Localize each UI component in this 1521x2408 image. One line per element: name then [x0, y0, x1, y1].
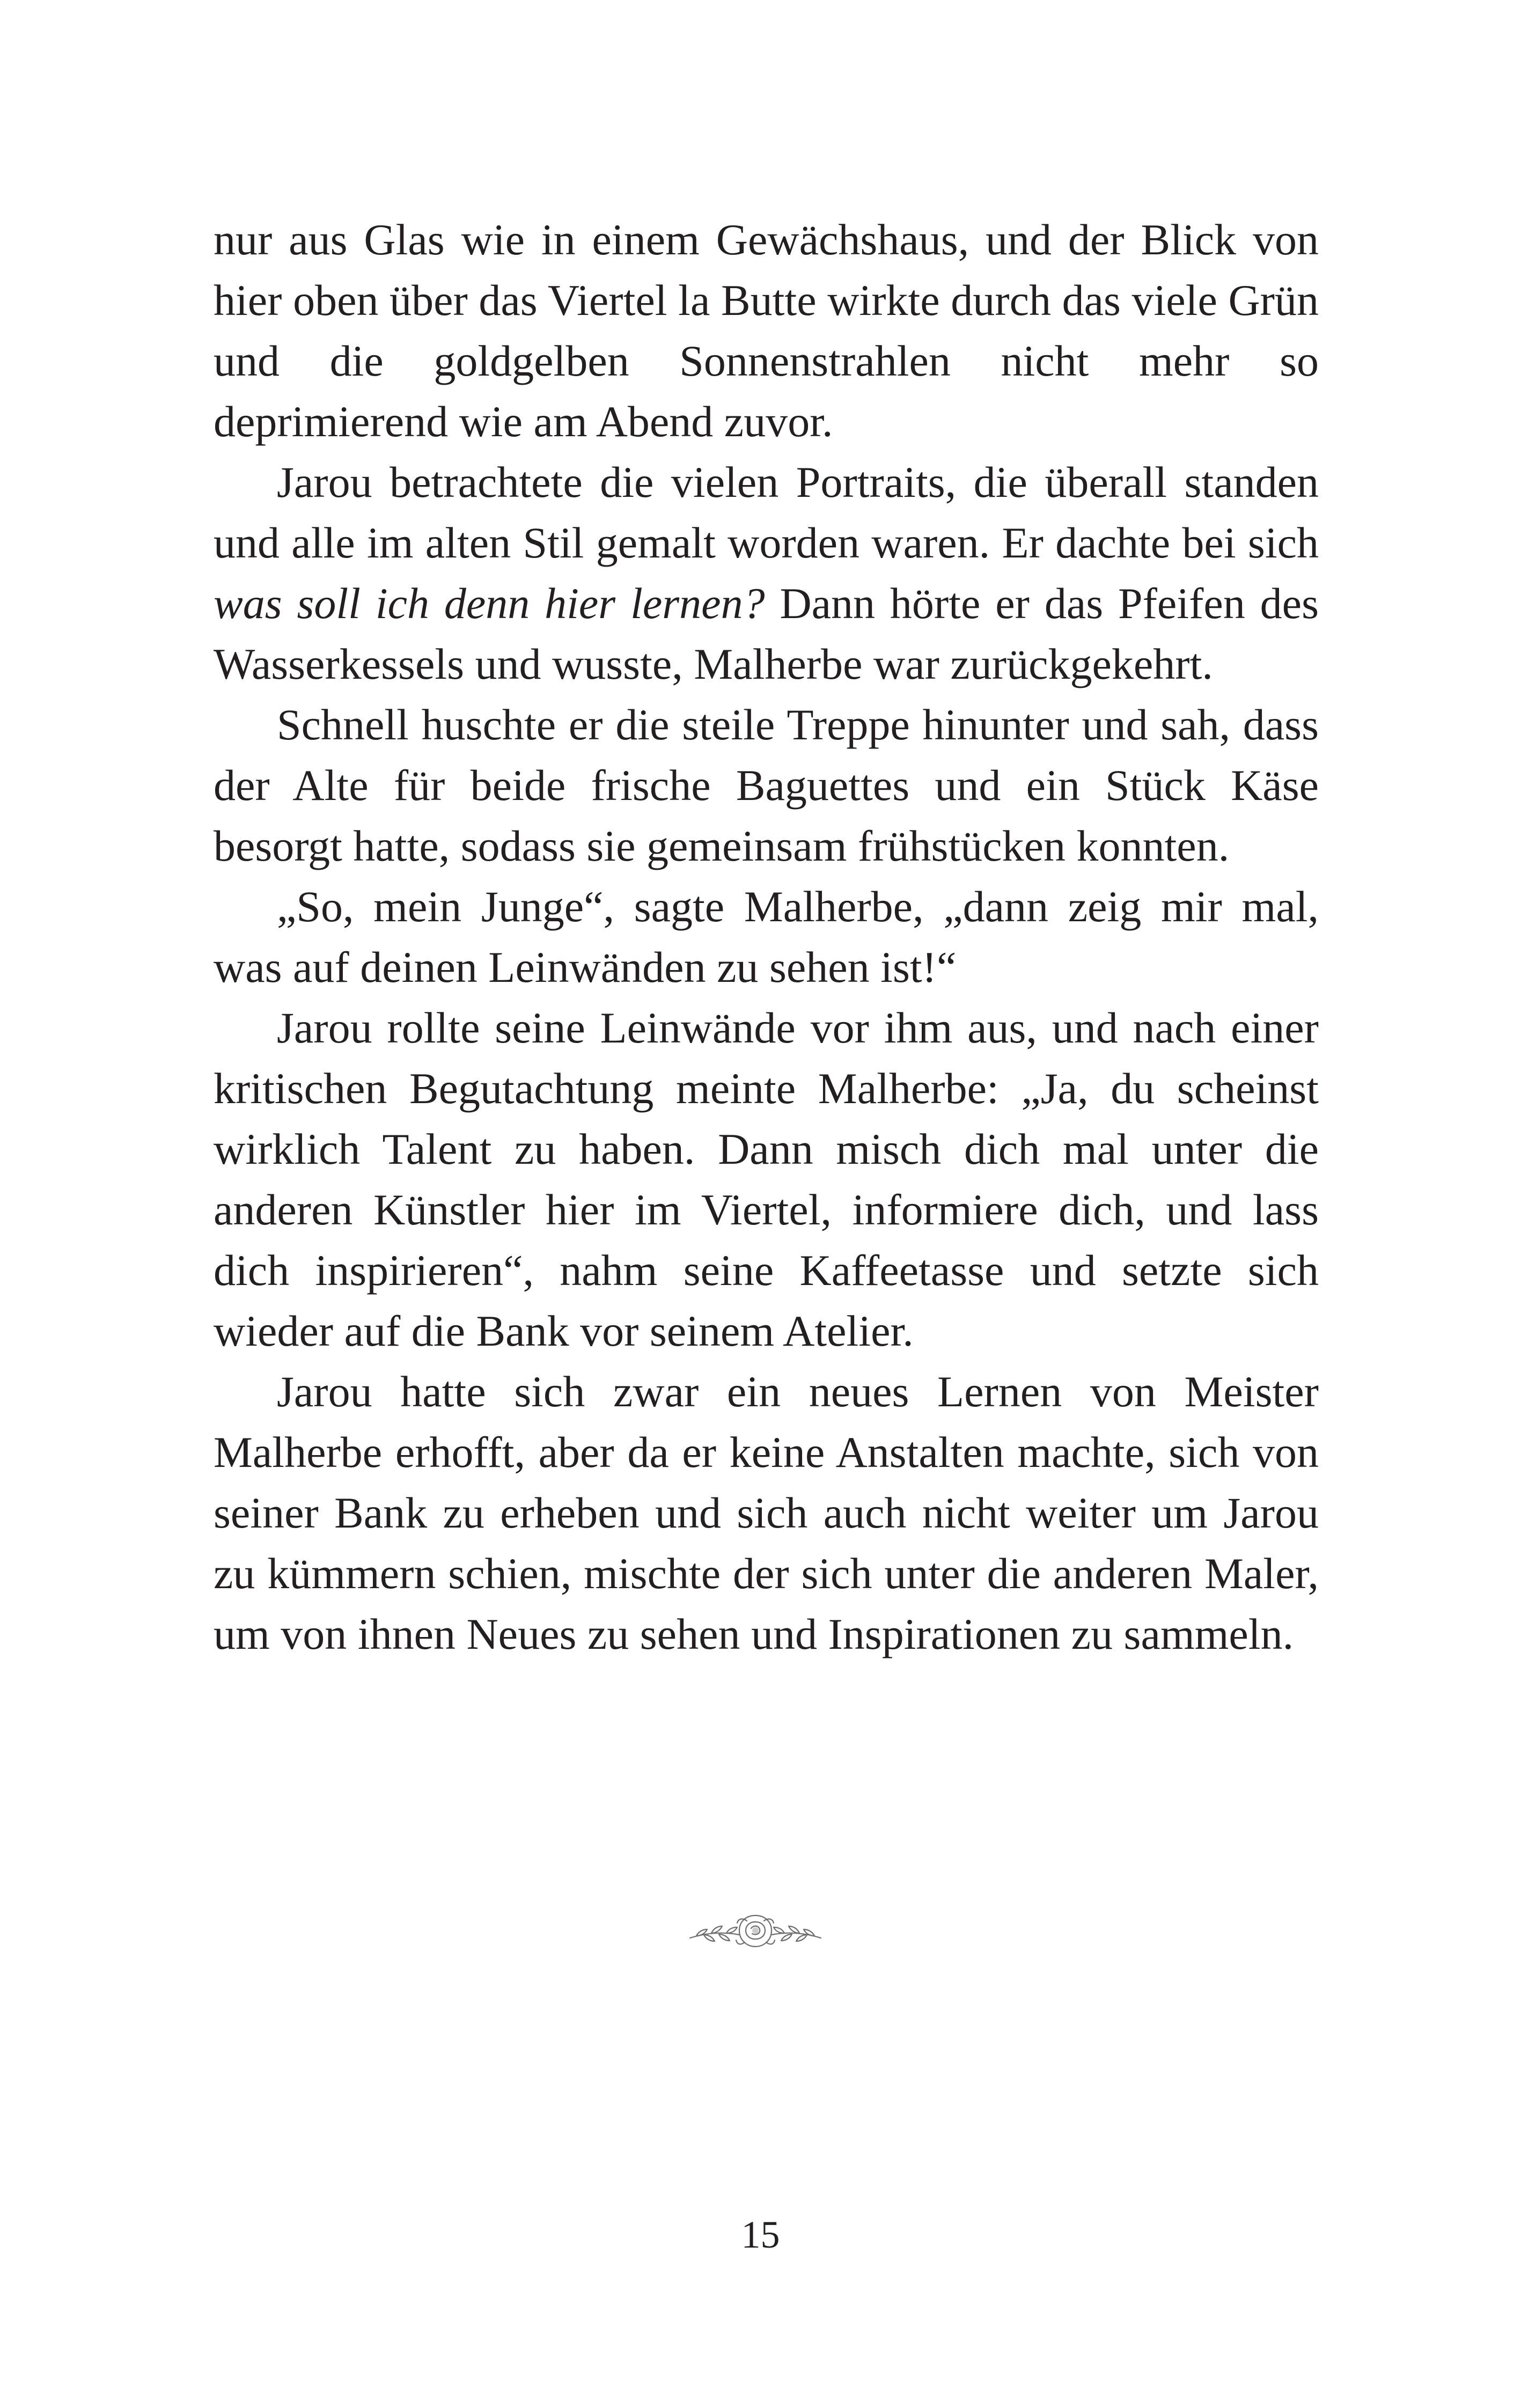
- paragraph-5: [214, 997, 1319, 1361]
- paragraph-4: [214, 876, 1319, 997]
- paragraph-1-text: nur aus Glas wie in einem Gewächshaus, und der Blick von hier oben über das Viertel la Butte wirkte durch das viele Grün und die goldgelben Sonnenstrahlen nicht mehr so deprimierend wie am Abend zuvor.: [214, 215, 1319, 446]
- paragraph-1: [214, 209, 1319, 452]
- paragraph-2: [214, 452, 1319, 694]
- paragraph-5-text: Jarou rollte seine Leinwände vor ihm aus, und nach einer kritischen Begutachtung meinte Malherbe: „Ja, du scheinst wirklich Talent zu haben. Dann misch dich mal unter die anderen Künstler hier im Viertel, informiere dich, und lass dich inspirieren“, nahm seine Kaffeetasse und setzte sich wieder auf die Bank vor seinem Atelier.: [214, 1003, 1319, 1355]
- paragraph-3: [214, 694, 1319, 876]
- paragraph-6-text: Jarou hatte sich zwar ein neues Lernen von Meister Malherbe erhofft, aber da er keine Anstalten machte, sich von seiner Bank zu erheben und sich auch nicht weiter um Jarou zu kümmern schien, mischte der sich unter die anderen Maler, um von ihnen Neues zu sehen und Inspirationen zu sammeln.: [214, 1367, 1319, 1658]
- flower-ornament-icon: [686, 1905, 825, 1958]
- paragraph-6: [214, 1361, 1319, 1664]
- body-text: [214, 209, 1319, 1664]
- paragraph-2-italic-thought: was soll ich denn hier lernen?: [214, 579, 765, 628]
- paragraph-3-text: Schnell huschte er die steile Treppe hinunter und sah, dass der Alte für beide frische Baguettes und ein Stück Käse besorgt hatte, sodass sie gemeinsam frühstücken konnten.: [214, 700, 1319, 870]
- paragraph-2-text-start: Jarou betrachtete die vielen Portraits, die überall standen und alle im alten Stil gemalt worden waren. Er dachte bei sich: [214, 458, 1319, 567]
- paragraph-4-text: „So, mein Junge“, sagte Malherbe, „dann zeig mir mal, was auf deinen Leinwänden zu sehen ist!“: [214, 882, 1319, 992]
- paragraph-2-text-end: Dann hörte er das Pfeifen des Wasserkessels und wusste, Malherbe war zurückgekehrt.: [214, 579, 1319, 688]
- page-number: 15: [741, 2213, 780, 2256]
